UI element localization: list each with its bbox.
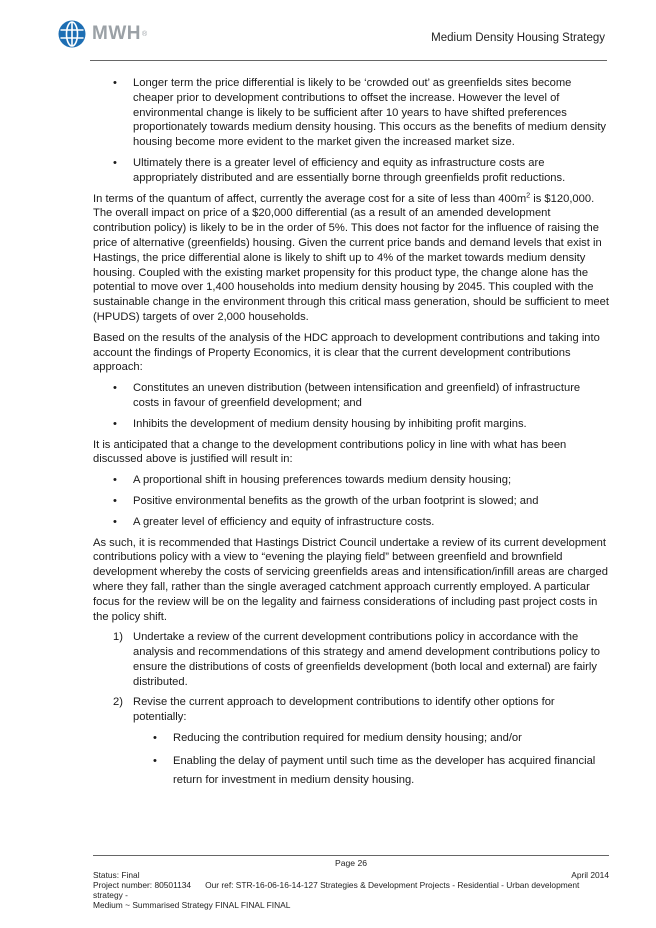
bullet-icon: •: [113, 417, 117, 430]
bullet-text: Inhibits the development of medium density housing by inhibiting profit margins.: [133, 417, 527, 430]
footer-divider: [93, 855, 609, 856]
bullet-icon: •: [113, 474, 117, 487]
bullet-icon: •: [153, 754, 157, 767]
list-item: [93, 494, 609, 509]
page-body: [93, 76, 609, 796]
bullet-text: Ultimately there is a greater level of efficiency and equity as infrastructure costs are appropriately distributed and are essentially borne through greenfields profit reductions.: [133, 156, 566, 184]
logo-text: MWH: [92, 23, 141, 44]
superscript: 2: [526, 191, 531, 199]
bullet-icon: •: [113, 382, 117, 395]
bullet-text: A proportional shift in housing preferences towards medium density housing;: [133, 474, 512, 487]
item-number: 2): [113, 696, 123, 709]
numbered-text: Revise the current approach to development contributions to identify other options for potentially:: [133, 696, 555, 724]
sub-bullet-text: Reducing the contribution required for medium density housing; and/or: [173, 732, 522, 745]
page-number: Page 26: [334, 858, 368, 868]
bullet-icon: •: [113, 515, 117, 528]
paragraph: As such, it is recommended that Hastings District Council undertake a review of its current development contributions policy with a view to “evening the playing field” between greenfield and brownfield development whereby the costs of servicing greenfields areas and intensification/infill areas are charged where they fall, rather than the single averaged catchment approach currently employed. A particular focus for the review will be on the legality and fairness considerations of including past project costs in the policy shift.: [93, 536, 608, 623]
page-footer: [93, 858, 609, 910]
logo-trademark: ®: [141, 30, 148, 38]
bullet-icon: •: [153, 732, 157, 745]
item-number: 1): [113, 631, 123, 644]
list-item: [93, 515, 609, 530]
sub-bullet-text: Enabling the delay of payment until such time as the developer has acquired financial return for investment in medium density housing.: [173, 754, 596, 786]
list-item: [93, 76, 609, 150]
bullet-text: Constitutes an uneven distribution (between intensification and greenfield) of infrastructure costs in favour of greenfield development; and: [133, 382, 581, 409]
project-number: Project number: 80501134: [93, 880, 192, 890]
paragraph: In terms of the quantum of affect, currently the average cost for a site of less than $400m^2$ is $120,000. The overall impact on price of a $20,000 differential (as a result of an amended development contribution policy) is likely to be in the order of 5%. This does not factor for the influence of raising the price of alternative (greenfields) housing. Given the current price bands and demand levels that exist in Hastings, the price differential alone is likely to shift up to 4% of the market towards medium density housing. Coupled with the existing market propensity for this product type, the change alone has the potential to move over 1,400 households into medium density housing by 2045. This coupled with the sustainable change in the environment through this critical mass generation, should be sufficient to meet (HPUDS) targets of over 2,000 households.: [93, 191, 609, 323]
header-divider: [90, 60, 607, 61]
mwh-logo: [58, 20, 147, 48]
numbered-item: [93, 695, 609, 725]
numbered-text: Undertake a review of the current development contributions policy in accordance with the analysis and recommendations of this strategy and amend development contributions policy to ensure the distributions of costs of greenfields development (both local and external) are fairly distributed.: [133, 631, 601, 688]
document-title: Medium Density Housing Strategy: [431, 32, 605, 44]
date-text: April 2014: [571, 870, 609, 880]
reference-text: Our ref: STR-16-06-16-14-127 Strategies & Development Projects - Residential - Urban development strategy -: [93, 880, 580, 900]
bullet-text: Longer term the price differential is likely to be ‘crowded out’ as greenfields sites become cheaper prior to development contributions to offset the increase. However the level of environmental change is likely to be sufficient after 10 years to have shifted preferences proportionately towards medium density housing. This occurs as the benefits of medium density housing become more evident to the market given the increased market size.: [133, 77, 607, 149]
list-item: [93, 381, 609, 411]
page-header: [58, 20, 608, 56]
bullet-icon: •: [113, 494, 117, 507]
bullet-text: Positive environmental benefits as the growth of the urban footprint is slowed; and: [133, 494, 539, 507]
numbered-item: [93, 630, 609, 689]
globe-icon: [58, 20, 86, 48]
sub-list-item: [93, 752, 609, 790]
bullet-icon: •: [113, 156, 117, 169]
bullet-text: A greater level of efficiency and equity of infrastructure costs.: [133, 515, 435, 528]
list-item: [93, 156, 609, 186]
sub-list-item: [93, 731, 609, 746]
paragraph: It is anticipated that a change to the development contributions policy in line with what has been discussed above is justified will result in:: [93, 438, 567, 466]
reference-text-continued: Medium ~ Summarised Strategy FINAL FINAL FINAL: [93, 900, 291, 910]
bullet-icon: •: [113, 77, 117, 89]
list-item: [93, 473, 609, 488]
status-text: Status: Final: [93, 870, 140, 880]
list-item: [93, 417, 609, 432]
paragraph: Based on the results of the analysis of the HDC approach to development contributions and taking into account the findings of Property Economics, it is clear that the current development contributions approach:: [93, 331, 600, 374]
